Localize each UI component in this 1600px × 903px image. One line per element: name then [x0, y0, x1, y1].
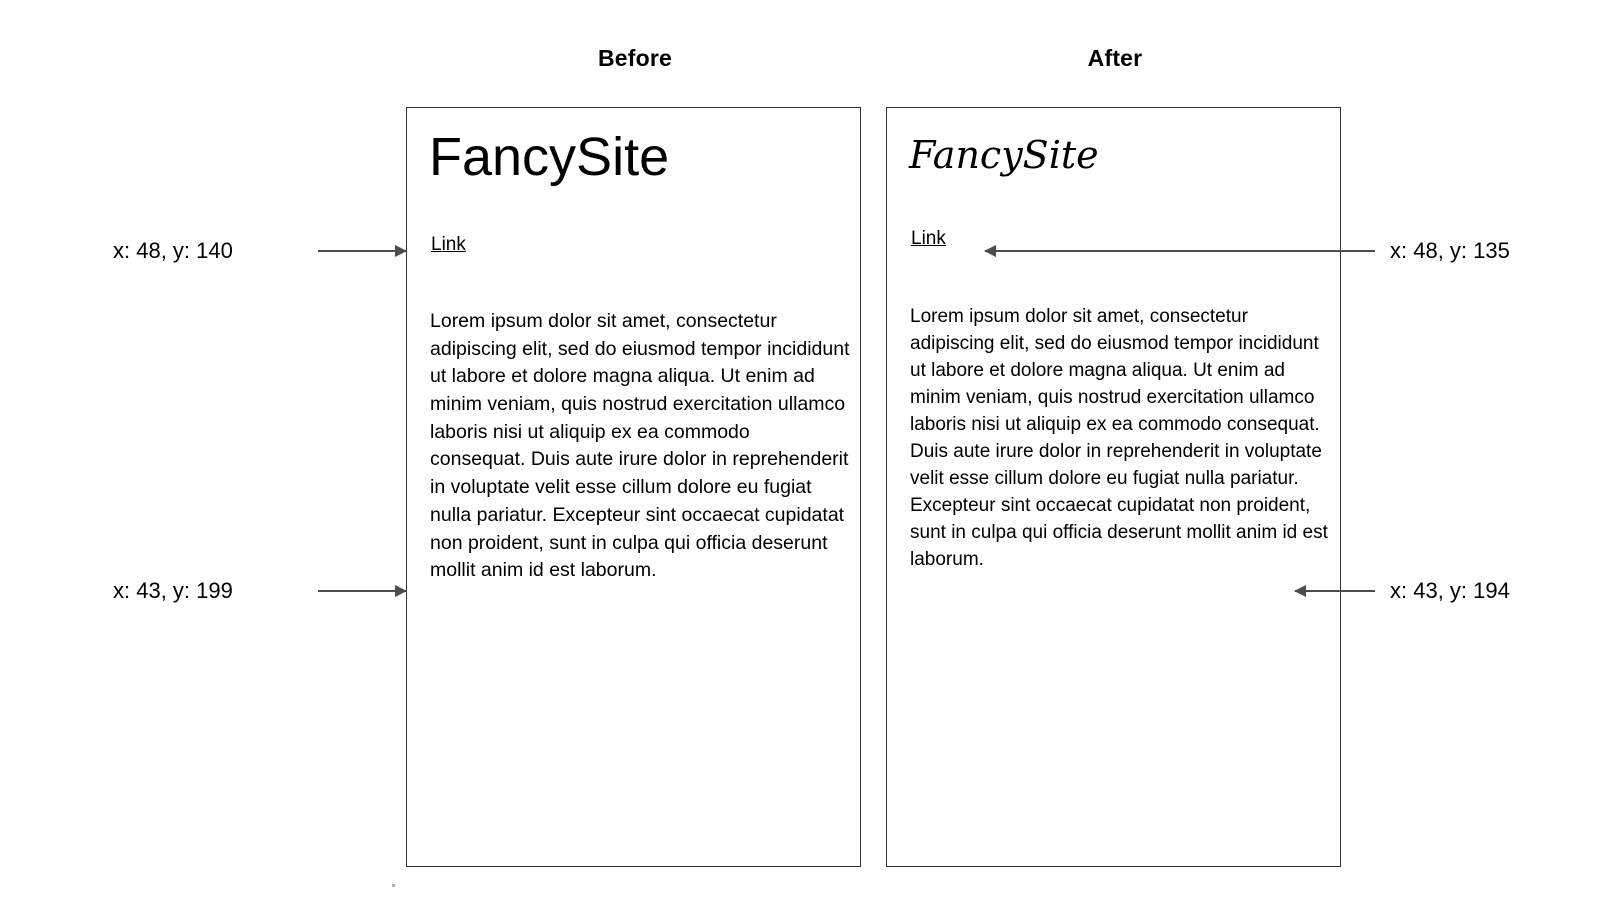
annotation-before-paragraph-coords: x: 43, y: 199	[113, 578, 233, 603]
site-title-before: FancySite	[429, 127, 670, 187]
body-paragraph-before: Lorem ipsum dolor sit amet, consectetur adipiscing elit, sed do eiusmod tempor incididunt ut labore et dolore magna aliqua. Ut enim ad minim veniam, quis nostrud exercitation ullamco laboris nisi ut aliquip ex ea commodo consequat. Duis aute irure dolor in reprehenderit in voluptate velit esse cillum dolore eu fugiat nulla pariatur. Excepteur sint occaecat cupidatat non proident, sunt in culpa qui officia deserunt mollit anim id est laborum.	[430, 310, 850, 582]
arrow-left-icon-after-paragraph	[1295, 590, 1375, 592]
browser-mockup-after	[886, 107, 1341, 867]
site-title-after: FancySite	[909, 133, 1099, 177]
body-paragraph-after: Lorem ipsum dolor sit amet, consectetur adipiscing elit, sed do eiusmod tempor incididunt ut labore et dolore magna aliqua. Ut enim ad minim veniam, quis nostrud exercitation ullamco laboris nisi ut aliquip ex ea commodo consequat. Duis aute irure dolor in reprehenderit in voluptate velit esse cillum dolore eu fugiat nulla pariatur. Excepteur sint occaecat cupidatat non proident, sunt in culpa qui officia deserunt mollit anim id est laborum.	[910, 306, 1328, 570]
annotation-after-paragraph-coords: x: 43, y: 194	[1390, 578, 1510, 603]
arrow-right-icon-before-paragraph	[318, 590, 406, 592]
stray-mark	[392, 884, 395, 887]
annotation-after-link-coords: x: 48, y: 135	[1390, 238, 1510, 263]
site-link-after[interactable]: Link	[911, 228, 946, 249]
annotation-before-link-coords: x: 48, y: 140	[113, 238, 233, 263]
panel-title-before: Before	[597, 45, 673, 71]
panel-title-after: After	[1087, 45, 1143, 71]
arrow-right-icon-before-link	[318, 250, 406, 252]
site-link-before[interactable]: Link	[431, 234, 466, 255]
browser-mockup-before	[406, 107, 861, 867]
arrow-left-icon-after-link	[985, 250, 1375, 252]
